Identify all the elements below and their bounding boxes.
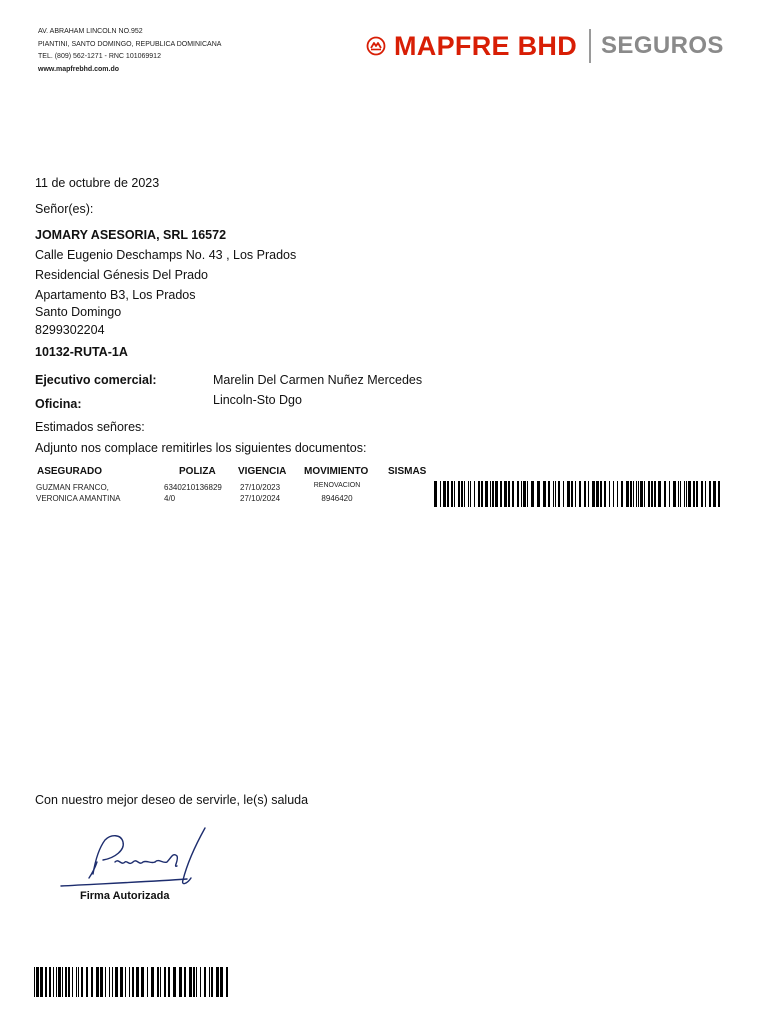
executive-value: Marelin Del Carmen Nuñez Mercedes [213,373,423,387]
movimiento-number: 8946420 [321,494,353,503]
intro-text: Adjunto nos complace remitirles los siguientes documentos: [35,441,367,455]
recipient-phone: 8299302204 [35,323,105,337]
address-line: AV. ABRAHAM LINCOLN NO.952 [38,28,143,35]
poliza-suffix: 4/0 [164,494,176,503]
recipient-name: JOMARY ASESORIA, SRL 16572 [35,228,227,242]
mapfre-logo-icon [366,36,386,56]
company-address-block [38,26,221,76]
handwritten-signature-icon [55,822,225,894]
route-code: 10132-RUTA-1A [35,345,128,359]
barcode-icon [34,967,228,997]
table-cell-poliza [164,482,222,504]
table-header-asegurado: ASEGURADO [37,466,103,477]
table-cell-movimiento [306,480,368,504]
recipient-address-line: Residencial Génesis Del Prado [35,268,209,282]
table-cell-asegurado [36,482,120,504]
salutation: Señor(es): [35,202,94,216]
letter-date: 11 de octubre de 2023 [35,176,160,190]
recipient-address-line: Calle Eugenio Deschamps No. 43 , Los Prados [35,248,297,262]
table-header-poliza: POLIZA [179,466,216,477]
closing-text: Con nuestro mejor deseo de servirle, le(s) saluda [35,793,309,807]
address-line: PIANTINI, SANTO DOMINGO, REPUBLICA DOMINICANA [38,40,222,48]
executive-label: Ejecutivo comercial: [35,373,157,387]
vigencia-end: 27/10/2024 [240,494,281,503]
greeting: Estimados señores: [35,420,145,434]
logo-divider [589,29,591,63]
barcode-icon [434,481,722,507]
website-line: www.mapfrebhd.com.do [38,65,120,73]
signature-label: Firma Autorizada [80,890,170,902]
recipient-city: Santo Domingo [35,305,122,319]
logo-brand-text: MAPFRE BHD [394,30,577,61]
vigencia-start: 27/10/2023 [240,483,281,492]
company-logo [366,26,724,66]
table-header-sismas: SISMAS [388,466,427,477]
movimiento-type: RENOVACION [313,482,361,489]
table-cell-vigencia [240,482,280,504]
recipient-address-line: Apartamento B3, Los Prados [35,288,196,302]
office-label: Oficina: [35,397,82,411]
asegurado-line: VERONICA AMANTINA [36,494,121,503]
asegurado-line: GUZMAN FRANCO, [36,483,109,492]
table-header-movimiento: MOVIMIENTO [304,466,369,477]
table-header-vigencia: VIGENCIA [238,466,287,477]
office-value: Lincoln-Sto Dgo [213,393,302,407]
poliza-number: 6340210136829 [164,483,222,492]
phone-line: TEL. (809) 562-1271 - RNC 101069912 [38,53,161,60]
logo-sub-text: SEGUROS [601,32,724,59]
